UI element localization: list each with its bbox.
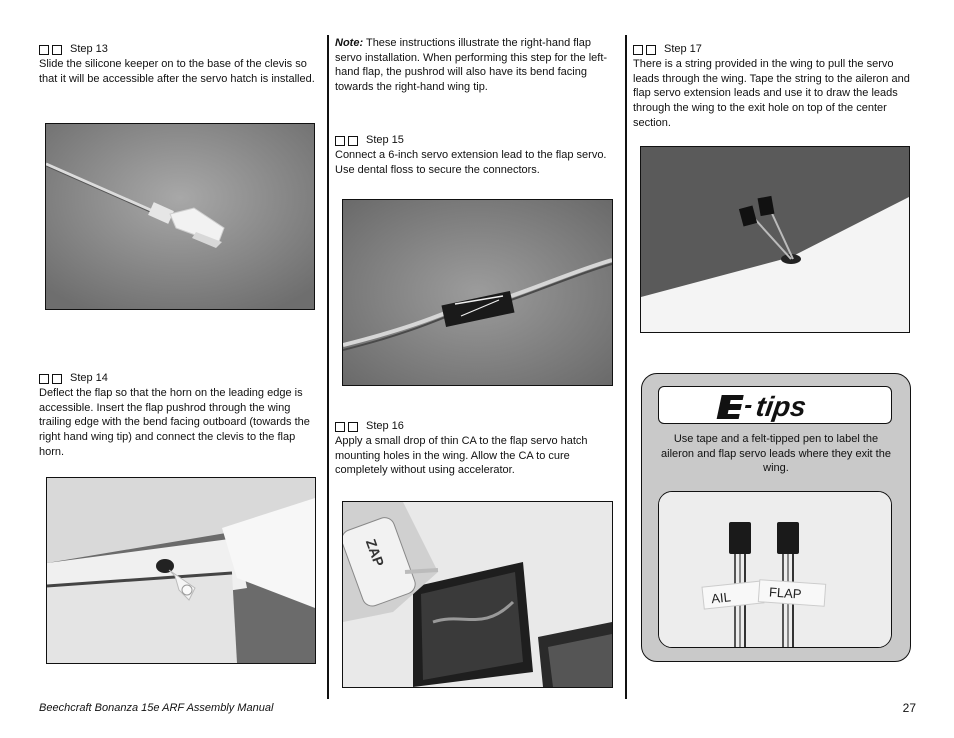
column-divider-left bbox=[327, 35, 329, 699]
photo-flap-pushrod bbox=[46, 477, 316, 664]
step-14-text: Deflect the flap so that the horn on the leading edge is accessible. Insert the flap pushrod through the wing trailing edge with the bend facing outboard (towards the right hand wing tip) and connect the clevis to the flap horn. bbox=[39, 387, 310, 458]
photo-servo-extension bbox=[342, 199, 613, 386]
tag-ail: AIL bbox=[710, 589, 732, 607]
photo-clevis-keeper bbox=[45, 123, 315, 310]
photo-servo-leads-exit bbox=[640, 146, 910, 333]
page-number: 27 bbox=[902, 701, 916, 715]
checkbox-icon[interactable] bbox=[335, 136, 358, 146]
zap-bottle-label: ZAP bbox=[362, 536, 388, 569]
checkbox-icon[interactable] bbox=[633, 45, 656, 55]
checkbox-icon[interactable] bbox=[335, 422, 358, 432]
checkbox-icon[interactable] bbox=[39, 45, 62, 55]
etips-logo bbox=[658, 386, 892, 424]
tag-flap: FLAP bbox=[768, 584, 802, 602]
step-17-label: Step 17 bbox=[664, 43, 702, 55]
step-14-label: Step 14 bbox=[70, 372, 108, 384]
step-16-text: Apply a small drop of thin CA to the flap servo hatch mounting holes in the wing. Allow the CA to cure completely without using accelerator. bbox=[335, 435, 588, 477]
step-13 bbox=[39, 42, 321, 86]
etips-text: Use tape and a felt-tipped pen to label the aileron and flap servo leads where they exit the wing. bbox=[661, 433, 891, 475]
step-13-text: Slide the silicone keeper on to the base of the clevis so that it will be accessible after the servo hatch is installed. bbox=[39, 58, 315, 85]
step-17-text: There is a string provided in the wing to pull the servo leads through the wing. Tape the string to the aileron and flap servo extension leads and use it to draw the leads through the wing to the exit hole on top of the center section. bbox=[633, 58, 910, 129]
checkbox-icon[interactable] bbox=[39, 374, 62, 384]
footer-title: Beechcraft Bonanza 15e ARF Assembly Manual bbox=[39, 702, 274, 714]
photo-ca-hatch bbox=[342, 501, 613, 688]
etips-panel bbox=[641, 373, 911, 662]
step-14-header bbox=[39, 371, 321, 386]
column-divider-right bbox=[625, 35, 627, 699]
note-label: Note: bbox=[335, 37, 364, 49]
note-block bbox=[335, 36, 620, 95]
step-13-label: Step 13 bbox=[70, 43, 108, 55]
step-16-header bbox=[335, 419, 620, 434]
step-15-text: Connect a 6-inch servo extension lead to the flap servo. Use dental floss to secure the connectors. bbox=[335, 149, 607, 176]
step-13-header bbox=[39, 42, 321, 57]
step-15 bbox=[335, 133, 620, 177]
step-15-label: Step 15 bbox=[366, 134, 404, 146]
svg-text:tips: tips bbox=[754, 391, 809, 422]
note-text bbox=[335, 36, 620, 95]
step-14 bbox=[39, 371, 321, 460]
step-16-label: Step 16 bbox=[366, 420, 404, 432]
step-15-header bbox=[335, 133, 620, 148]
step-17-header bbox=[633, 42, 913, 57]
etips-photo-labeled-leads bbox=[658, 491, 892, 648]
note-body: These instructions illustrate the right-hand flap servo installation. When performing this step for the left-hand flap, the pushrod will also have its bend facing towards the right-hand wing tip. bbox=[335, 37, 608, 94]
step-17 bbox=[633, 42, 913, 131]
step-16 bbox=[335, 419, 620, 478]
